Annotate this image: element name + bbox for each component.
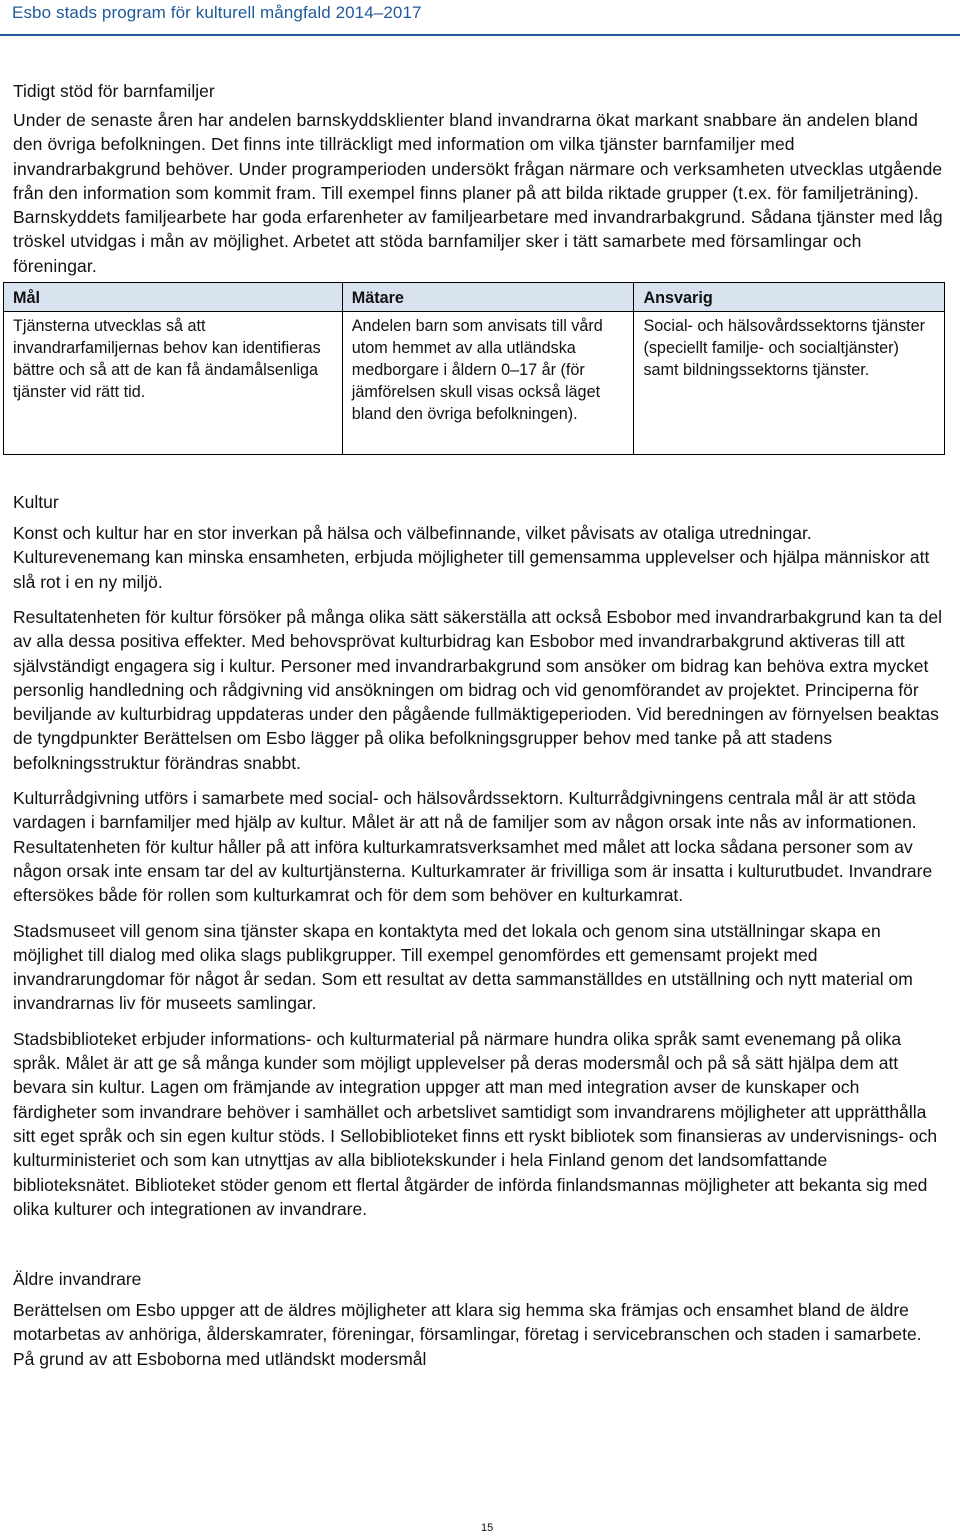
- goal-table-header-row: [4, 283, 945, 312]
- table-row: [4, 312, 945, 455]
- header-divider: [0, 34, 960, 36]
- paragraph-barnfamiljer: Under de senaste åren har andelen barnskyddsklienter bland invandrarna ökat markant snabbare än andelen bland den övriga befolkningen. Det finns inte tillräckligt med information om vilka tjänster barnfamiljer med invandrarbakgrund behöver. Under programperioden undersökt frågan närmare och verksamheten utvecklas utgående från den information som kommit fram. Till exempel finns planer på att bilda riktade grupper (t.ex. för familjeträning). Barnskyddets familjearbete har goda erfarenheter av familjearbetare med invandrarbakgrund. Sådana tjänster med låg tröskel utvidgas i mån av möjlighet. Arbetet att stöda barnfamiljer sker i tätt samarbete med församlingar och föreningar.: [13, 110, 943, 276]
- measure-cell: Andelen barn som anvisats till vård utom hemmet av alla utländska medborgare i åldern 0–17 år (för jämförelsen skull visas också läget bland den övriga befolkningen).: [342, 312, 634, 455]
- goal-table: [3, 282, 945, 455]
- page-number: 15: [481, 1522, 494, 1534]
- section-heading-aldre: Äldre invandrare: [13, 1269, 142, 1290]
- document-header-title: Esbo stads program för kulturell mångfald 2014–2017: [12, 3, 422, 22]
- paragraph-kultur-1: Konst och kultur har en stor inverkan på hälsa och välbefinnande, vilket påvisats av otaliga utredningar. Kulturevenemang kan minska ensamheten, erbjuda möjligheter till gemensamma upplevelser och hjälpa människor att slå rot i en ny miljö.: [13, 523, 930, 592]
- paragraph-kultur-3: Kulturrådgivning utförs i samarbete med social- och hälsovårdssektorn. Kulturrådgivningens centrala mål är att stöda vardagen i barnfamiljer med hjälp av kultur. Målet är att nå de familjer som av någon orsak inte nås av informationen. Resultatenheten för kultur håller på att införa kulturkamratsverksamhet med målet att locka sådana personer som av någon orsak inte ensam tar del av kulturtjänsterna. Kulturkamrater är frivilliga som är insatta i kulturutbudet. Invandrare eftersökes både för rollen som kulturkamrat och för dem som behöver en kulturkamrat.: [13, 788, 933, 906]
- section-heading-barnfamiljer: Tidigt stöd för barnfamiljer: [13, 81, 215, 101]
- page-content: [13, 78, 947, 1371]
- paragraph-kultur-5: Stadsbiblioteket erbjuder informations- och kulturmaterial på närmare hundra olika språk samt evenemang på olika språk. Målet är att ge så många kunder som möjligt upplevelser på deras modersmål och på så sätt hjälpa dem att bevara sin kultur. Lagen om främjande av integration uppger att man med integration avser de kunskaper och färdigheter som invandrare behöver i samhället och arbetslivet samtidigt som invandrarens möjligheter att upprätthålla sitt eget språk och sin egen kultur stöds. I Sellobiblioteket finns ett ryskt bibliotek som finansieras av undervisnings- och kulturministeriet och som kan utnyttjas av alla bibliotekskunder i hela Finland genom det landsomfattande biblioteksnätet. Biblioteket stöder genom ett flertal åtgärder de införda finlandsmannas möjligheter att bekanta sig med olika kulturer och integrationen av invandrare.: [13, 1028, 938, 1219]
- paragraph-kultur-2: Resultatenheten för kultur försöker på många olika sätt säkerställa att också Esbobor med invandrarbakgrund kan ta del av alla dessa positiva effekter. Med behovsprövat kulturbidrag kan Esbobor med invandrarbakgrund aktiveras till att självständigt engagera sig i kultur. Personer med invandrarbakgrund som ansöker om bidrag kan behöva extra mycket personlig handledning och rådgivning vid ansökningen om bidrag och vid genomförandet av projektet. Principerna för beviljande av kulturbidrag uppdateras under den pågående fullmäktigeperioden. Vid beredningen av förnyelsen beaktas de tyngdpunkter Berättelsen om Esbo lägger på olika befolkningsgrupper behov med tanke på att stadens befolkningsstruktur förändras snabbt.: [13, 606, 942, 773]
- responsible-column-header: Ansvarig: [634, 283, 945, 312]
- paragraph-aldre: Berättelsen om Esbo uppger att de äldres möjligheter att klara sig hemma ska främjas och ensamhet bland de äldre motarbetas av anhöriga, ålderskamrater, föreningar, församlingar, företag i servicebranschen och staden i samarbete. På grund av att Esboborna med utländskt modersmål: [13, 1300, 922, 1369]
- responsible-cell: Social- och hälsovårdssektorns tjänster (speciellt familje- och socialtjänster) samt bildningssektorns tjänster.: [634, 312, 945, 455]
- goal-column-header: Mål: [4, 283, 343, 312]
- goal-cell: Tjänsterna utvecklas så att invandrarfamiljernas behov kan identifieras bättre och så att de kan få ändamålsenliga tjänster vid rätt tid.: [4, 312, 343, 455]
- paragraph-kultur-4: Stadsmuseet vill genom sina tjänster skapa en kontaktyta med det lokala och genom sina utställningar skapa en möjlighet till dialog med olika slags publikgrupper. Till exempel genomfördes ett gemensamt projekt med invandrarungdomar för något år sedan. Som ett resultat av detta sammanställdes en utställning och nytt material om invandrarnas liv för museets samlingar.: [13, 920, 913, 1014]
- section-heading-kultur: Kultur: [13, 492, 59, 513]
- measure-column-header: Mätare: [342, 283, 634, 312]
